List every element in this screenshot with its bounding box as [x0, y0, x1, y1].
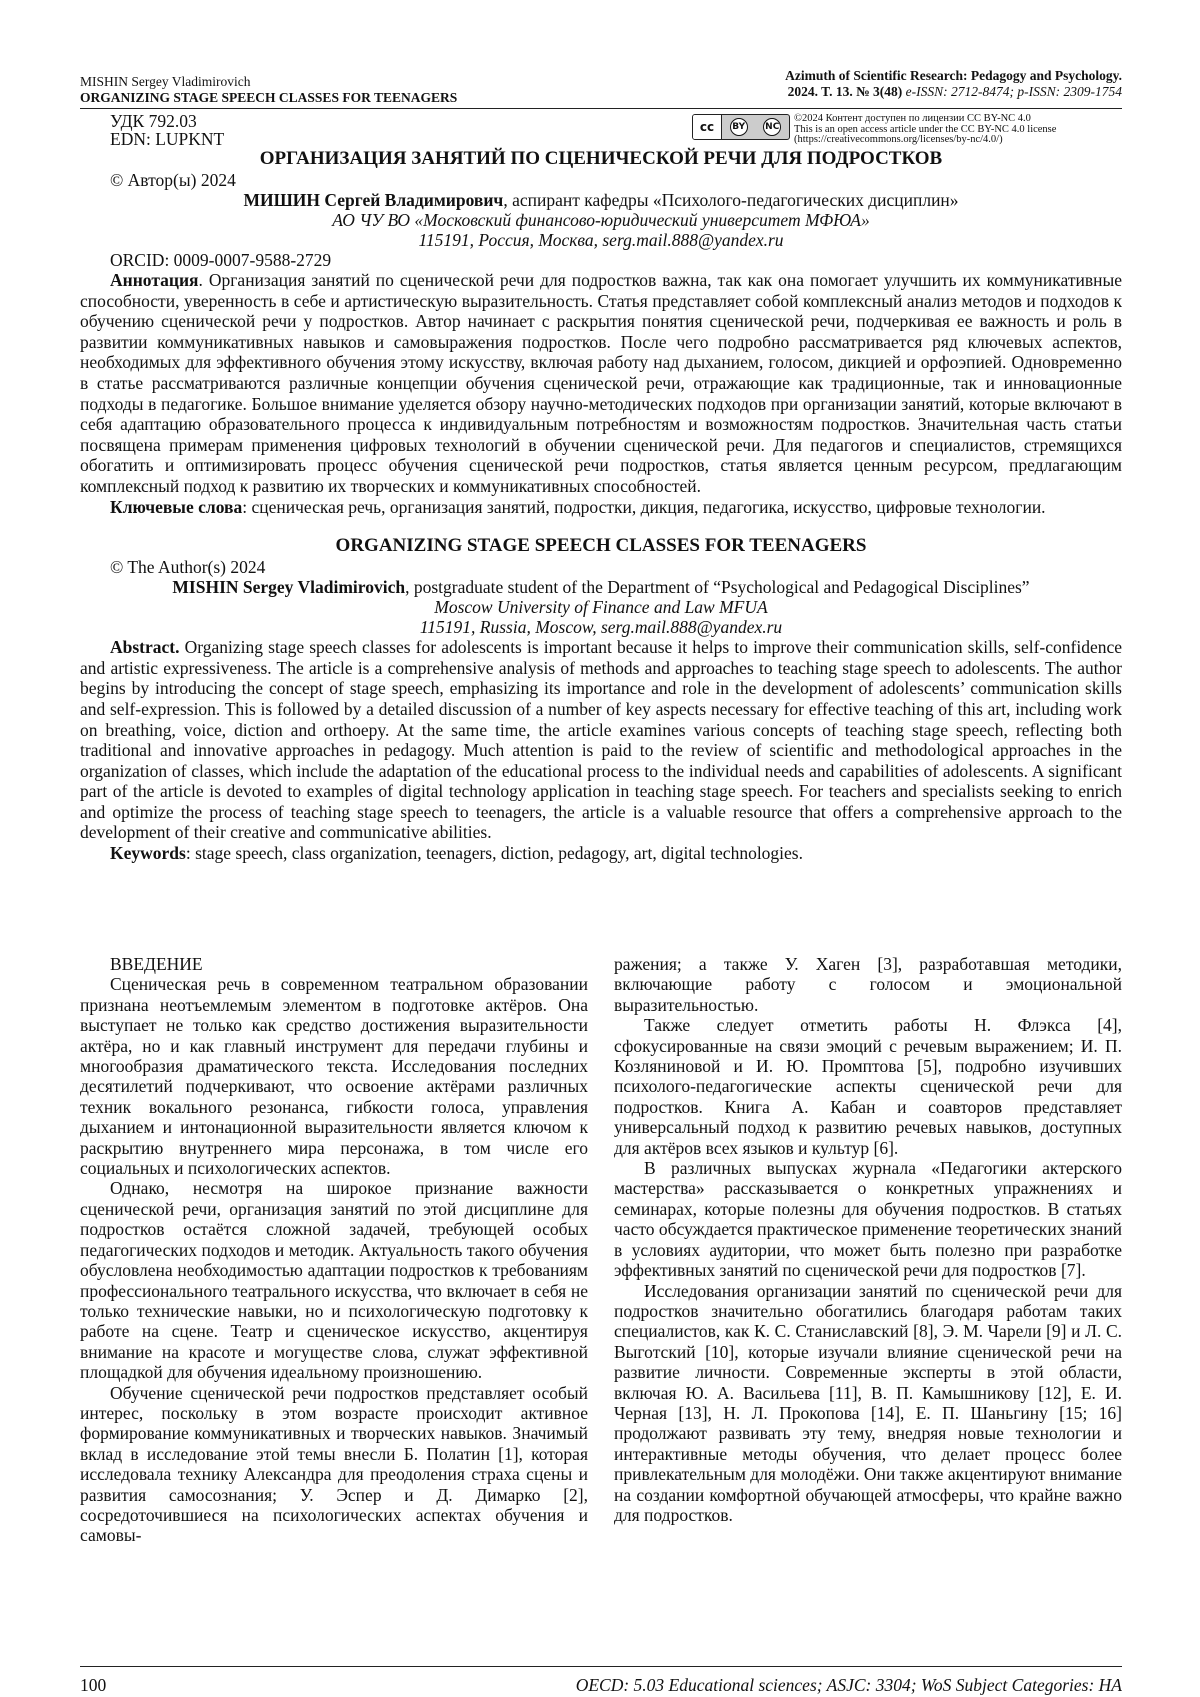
- body-paragraph: Сценическая речь в современном театральном образовании признана неотъемлемым элементом в подготовке актёров. Она выступает не только как средство достижения выразительности актёра, но и как главный инструмент для передачи глубины и многообразия драматического текста. Исследования последних десятилетий подчеркивают, что освоение актёрами различных техник вокального резонанса, гибкости голоса, управления дыханием и интонационной выразительности является ключом к раскрытию внутреннего мира персонажа, в том числе его социальных и психологических аспектов.: [80, 974, 588, 1179]
- body-paragraph: Обучение сценической речи подростков представляет особый интерес, поскольку в этом возрасте происходит активное формирование коммуникативных и творческих навыков. Значимый вклад в исследование этой темы внесли Б. Полатин [1], которая исследовала технику Александра для преодоления страха сцены и развития самосознания; У. Эспер и Д. Димарко [2], сосредоточившиеся на психологических аспектах обучения и самовы-: [80, 1382, 588, 1546]
- by-icon: BY: [730, 118, 748, 136]
- cc-logo-icon: cc: [693, 114, 722, 140]
- body-paragraph: Однако, несмотря на широкое признание важности сценической речи, организация занятий по этой дисциплине для подростков остаётся сложной задачей, требующей особых педагогических подходов и методик. Актуальность такого обучения обусловлена необходимостью адаптации подростков к требованиям профессионального театрального искусства, что включает в себя не только технические навыки, но и психологическую подготовку к работе на сцене. Театр и сценическое искусство, акцентируя внимание на красоте и могуществе слова, служат эффективной площадкой для обучения идеальному произношению.: [80, 1178, 588, 1383]
- body-paragraph: Также следует отметить работы Н. Флэкса [4], сфокусированные на связи эмоций с речевым выражением; И. П. Козляниновой и И. Ю. Промптова [5], подробно изучивших психолого-педагогические аспекты сценической речи для подростков. Книга А. Кабан и соавторов представляет универсальный подход к развитию речевых навыков, доступных для актёров всех языков и культур [6].: [614, 1015, 1122, 1158]
- article-codes: [110, 112, 224, 148]
- running-header-left: [80, 74, 457, 106]
- ru-abstract: [80, 270, 1122, 497]
- ru-article-title: ОРГАНИЗАЦИЯ ЗАНЯТИЙ ПО СЦЕНИЧЕСКОЙ РЕЧИ ДЛЯ ПОДРОСТКОВ: [259, 148, 943, 169]
- en-affiliation: Moscow University of Finance and Law MFUA: [434, 597, 768, 618]
- page-number: 100: [80, 1675, 107, 1695]
- body-paragraph: В различных выпусках журнала «Педагогики актерского мастерства» рассказывается о конкретных упражнениях и семинарах, которые полезны для обучения подростков. В статьях часто обсуждается практическое применение теоретических знаний в условиях аудитории, что может быть полезно при разработке эффективных занятий по сценической речи для подростков [7].: [614, 1158, 1122, 1281]
- article-page: [80, 66, 1122, 1695]
- ru-address: 115191, Россия, Москва, serg.mail.888@yandex.ru: [418, 230, 784, 250]
- header-rule: [80, 108, 1122, 109]
- en-address: 115191, Russia, Moscow, serg.mail.888@yandex.ru: [419, 617, 783, 638]
- license-block[interactable]: [692, 114, 1056, 146]
- en-author-line: [80, 577, 1122, 597]
- en-keywords-label: Keywords: [110, 843, 186, 864]
- meta-row: [80, 112, 1122, 148]
- en-abstract-label: Abstract.: [110, 637, 180, 658]
- section-heading: ВВЕДЕНИЕ: [110, 954, 203, 974]
- ru-author-name: МИШИН Сергей Владимирович: [243, 190, 504, 210]
- ru-copyright: © Автор(ы) 2024: [110, 170, 236, 190]
- ru-keywords-text: : сценическая речь, организация занятий, подростки, дикция, педагогика, искусство, цифровые технологии.: [242, 496, 1046, 517]
- journal-issue: 2024. T. 13. № 3(48): [787, 84, 903, 99]
- ru-author-role: , аспирант кафедры «Психолого-педагогических дисциплин»: [503, 190, 959, 210]
- journal-issn: e-ISSN: 2712-8474; p-ISSN: 2309-1754: [905, 84, 1122, 99]
- license-line-ru: ©2024 Контент доступен по лицензии CC BY-NC 4.0: [794, 113, 1031, 124]
- left-column: [80, 954, 588, 1546]
- running-header: [80, 66, 1122, 106]
- en-article-title: ORGANIZING STAGE SPEECH CLASSES FOR TEENAGERS: [335, 535, 867, 557]
- journal-name: Azimuth of Scientific Research: Pedagogy and Psychology.: [785, 68, 1122, 83]
- license-url[interactable]: (https://creativecommons.org/licenses/by-nc/4.0/): [794, 134, 1003, 145]
- running-title: ORGANIZING STAGE SPEECH CLASSES FOR TEENAGERS: [80, 90, 458, 105]
- nc-icon: NC: [763, 118, 781, 136]
- orcid[interactable]: ORCID: 0009-0007-9588-2729: [110, 250, 332, 270]
- en-author-role: , postgraduate student of the Department of “Psychological and Pedagogical Disciplines”: [405, 577, 1030, 598]
- running-author: MISHIN Sergey Vladimirovich: [80, 74, 251, 89]
- en-keywords-text: : stage speech, class organization, teenagers, diction, pedagogy, art, digital technologies.: [185, 843, 803, 864]
- page-footer: [80, 1666, 1122, 1695]
- license-line-en: This is an open access article under the CC BY-NC 4.0 license: [794, 123, 1057, 135]
- en-abstract-text: Organizing stage speech classes for adolescents is important because it helps to improve their communication skills, self-confidence and artistic expressiveness. The article is a comprehensive analysis of methods and approaches to teaching stage speech to adolescents. The author begins by introducing the concept of stage speech, emphasizing its importance and role in the development of adolescents’ communication skills and self-expression. This is followed by a detailed discussion of a number of key aspects necessary for effective teaching of this art, including work on breathing, voice, diction and orthoepy. At the same time, the article examines various concepts of teaching stage speech, reflecting both traditional and innovative approaches in pedagogy. Much attention is paid to the review of scientific and methodological approaches in the organization of classes, which include the adaptation of the educational process to the individual needs and capabilities of adolescents. A significant part of the article is devoted to examples of digital technology application in teaching stage speech. For teachers and specialists seeking to enrich and optimize the process of teaching stage speech to teenagers, the article is a valuable resource that offers a comprehensive approach to the development of their creative and communicative abilities.: [80, 637, 1122, 843]
- ru-abstract-label: Аннотация: [110, 270, 199, 290]
- body-paragraph-continued: ражения; а также У. Хаген [3], разработавшая методики, включающие работу с голосом и эмоциональной выразительностью.: [614, 954, 1122, 1015]
- en-abstract: [80, 637, 1122, 843]
- running-header-right: [785, 68, 1122, 100]
- body-columns: [80, 954, 1122, 1546]
- en-author-name: MISHIN Sergey Vladimirovich: [172, 577, 406, 598]
- ru-author-line: [80, 190, 1122, 210]
- ru-affiliation: АО ЧУ ВО «Московский финансово-юридический университет МФЮА»: [332, 210, 870, 230]
- ru-abstract-text: . Организация занятий по сценической речи для подростков важна, так как она помогает улучшить их коммуникативные способности, уверенность в себе и артистическую выразительность. Статья представляет собой комплексный анализ методов и подходов к обучению сценической речи у подростков. Автор начинает с раскрытия понятия сценической речи, подчеркивая ее важность и роль в развитии коммуникативных навыков и самовыражения подростков. После чего подробно рассматривается ряд ключевых аспектов, необходимых для эффективного обучения этому искусству, включая работу над дыханием, голосом, дикцией и орфоэпией. Одновременно в статье рассматриваются различные концепции обучения сценической речи, отражающие как традиционные, так и инновационные подходы в педагогике. Большое внимание уделяется обзору научно-методических подходов при организации занятий, которые включают в себя адаптацию образовательного процесса к индивидуальным потребностям и возможностям подростков. Значительная часть статьи посвящена примерам применения цифровых технологий в обучении сценической речи. Для педагогов и специалистов, стремящихся обогатить и оптимизировать процесс обучения сценической речи подростков, статья является ценным ресурсом, предлагающим комплексный подход к развитию их творческих и коммуникативных способностей.: [80, 270, 1122, 496]
- subject-classification: OECD: 5.03 Educational sciences; ASJC: 3304; WoS Subject Categories: HA: [575, 1675, 1122, 1695]
- cc-by-nc-badge[interactable]: [692, 114, 790, 140]
- en-keywords: [80, 843, 1122, 864]
- udk-code: УДК 792.03: [110, 111, 197, 131]
- right-column: [614, 954, 1122, 1546]
- body-paragraph: Исследования организации занятий по сценической речи для подростков значительно обогатились благодаря работам таких специалистов, как К. С. Станиславский [8], Э. М. Чарели [9] и Л. С. Выготский [10], которые изучали влияние сценической речи на развитие личности. Современные эксперты в этой области, включая Ю. А. Васильева [11], В. П. Камышникову [12], Е. И. Черная [13], Н. Л. Прокопова [14], Е. П. Шаньгину [15; 16] продолжают развивать эту тему, внедряя новые технологии и интерактивные методы обучения, что делает процесс более привлекательным для молодёжи. Они также акцентируют внимание на создании комфортной обучающей атмосферы, что крайне важно для подростков.: [614, 1280, 1122, 1525]
- ru-keywords: [80, 497, 1122, 518]
- en-copyright: © The Author(s) 2024: [110, 557, 266, 578]
- license-text: [794, 114, 1056, 146]
- ru-keywords-label: Ключевые слова: [110, 496, 243, 517]
- edn-code: EDN: LUPKNT: [110, 129, 225, 149]
